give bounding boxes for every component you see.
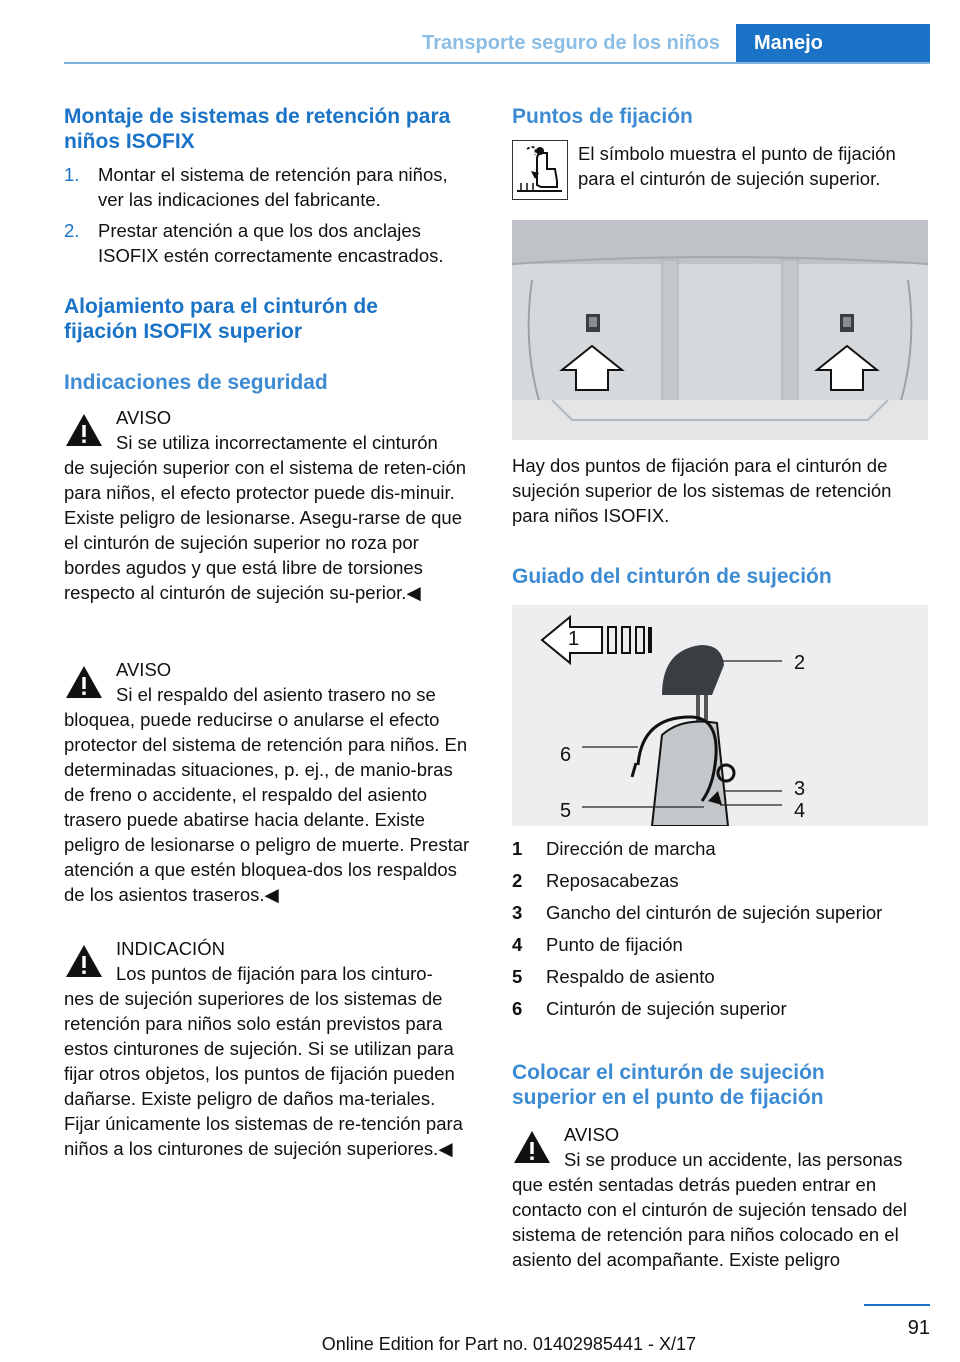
info-note — [64, 936, 476, 1161]
diagram-label-5: 5 — [560, 800, 572, 822]
note-body: nes de sujeción superiores de los sistemas de retención para niños solo están previstos para estos cinturones de sujeción. Si se utilizan para fijar otros objetos, los puntos de fijación pueden dañarse. Existe peligro de daños ma-teriales. Fijar únicamente los sistemas de re-tención para niños a los cinturones de sujeción superiores.◀ — [64, 988, 463, 1159]
step-number: 1. — [64, 164, 80, 185]
symbol-description: El símbolo muestra el punto de fijación para el cinturón de sujeción superior. — [578, 143, 896, 189]
diagram-label-4: 4 — [794, 800, 806, 822]
list-item — [512, 900, 928, 932]
list-item — [512, 868, 928, 900]
footer-edition: Online Edition for Part no. 01402985441 - X/17 — [321, 1334, 696, 1354]
steps-list — [64, 162, 476, 274]
note-first-line: Si el respaldo del asiento trasero no se — [116, 684, 436, 705]
heading-indicaciones: Indicaciones de seguridad — [64, 371, 328, 394]
note-label: AVISO — [116, 659, 172, 680]
note-label: INDICACIÓN — [116, 938, 225, 959]
step-text: Prestar atención a que los dos anclajes ISOFIX estén correctamente encastrados. — [98, 220, 444, 266]
diagram-label-2: 2 — [794, 652, 806, 674]
step-number: 2. — [64, 220, 80, 241]
list-item — [64, 162, 476, 212]
diagram-legend — [512, 836, 928, 1028]
note-body: de sujeción superior con el sistema de reten-ción para niños, el efecto protector puede dis-minuir. Existe peligro de lesionarse. Asegu-rarse de que el cinturón de sujeción superior no roza por bordes agudos y que está libre de torsiones respecto al cinturón de sujeción su-perior.◀ — [64, 457, 467, 603]
heading-puntos: Puntos de fijación — [512, 105, 693, 128]
list-item — [512, 964, 928, 996]
anchor-points-paragraph: Hay dos puntos de fijación para el cinturón de sujeción superior de los sistemas de retención para niños ISOFIX. — [512, 455, 892, 526]
legend-text: Reposacabezas — [546, 870, 679, 891]
legend-number: 3 — [512, 902, 523, 923]
legend-number: 1 — [512, 838, 523, 859]
heading-alojamiento: Alojamiento para el cinturón de fijación ISOFIX superior — [64, 295, 378, 343]
heading-colocar: Colocar el cinturón de sujeción superior en el punto de fijación — [512, 1061, 825, 1109]
list-item — [512, 932, 928, 964]
header-chapter-tab[interactable]: Manejo — [736, 24, 930, 62]
step-text: Montar el sistema de retención para niños, ver las indicaciones del fabricante. — [98, 164, 448, 210]
list-item — [64, 218, 476, 268]
note-label: AVISO — [564, 1124, 620, 1145]
legend-number: 2 — [512, 870, 523, 891]
footer-rule — [864, 1304, 930, 1306]
child-seat-anchor-icon — [512, 140, 568, 200]
belt-routing-diagram — [512, 605, 928, 826]
note-body: que estén sentadas detrás pueden entrar en contacto con el cinturón de sujeción tensado del sistema de retención para niños colocado en el asiento del acompañante. Existe peligro — [512, 1174, 907, 1270]
list-item — [512, 996, 928, 1028]
note-label: AVISO — [116, 407, 172, 428]
legend-text: Punto de fijación — [546, 934, 683, 955]
heading-montaje: Montaje de sistemas de retención para niños ISOFIX — [64, 105, 451, 153]
heading-guiado: Guiado del cinturón de sujeción — [512, 565, 832, 588]
page-number: 91 — [907, 1317, 930, 1339]
note-body: bloquea, puede reducirse o anularse el efecto protector del sistema de retención para niños. En determinadas situaciones, p. ej., de manio-bras de freno o accidente, el respaldo del asiento trasero puede abatirse hacia delante. Existe peligro de lesionarse o peligro de muerte. Prestar atención a que estén bloquea-dos los respaldos de los asientos traseros.◀ — [64, 709, 470, 905]
diagram-label-6: 6 — [560, 744, 572, 766]
legend-text: Respaldo de asiento — [546, 966, 715, 987]
diagram-label-1: 1 — [568, 628, 580, 650]
legend-number: 5 — [512, 966, 523, 987]
legend-number: 6 — [512, 998, 523, 1019]
note-first-line: Los puntos de fijación para los cinturo- — [116, 963, 433, 984]
legend-text: Cinturón de sujeción superior — [546, 998, 787, 1019]
list-item — [512, 836, 928, 868]
note-first-line: Si se produce un accidente, las personas — [564, 1149, 903, 1170]
warning-note — [64, 657, 476, 907]
warning-note — [64, 405, 476, 605]
legend-number: 4 — [512, 934, 523, 955]
legend-text: Dirección de marcha — [546, 838, 716, 859]
anchor-points-photo — [512, 220, 928, 440]
note-first-line: Si se utiliza incorrectamente el cinturón — [116, 432, 438, 453]
diagram-label-3: 3 — [794, 778, 806, 800]
warning-note — [512, 1122, 928, 1272]
legend-text: Gancho del cinturón de sujeción superior — [546, 902, 883, 923]
header-section-title: Transporte seguro de los niños — [422, 32, 720, 54]
header-rule — [64, 62, 930, 64]
